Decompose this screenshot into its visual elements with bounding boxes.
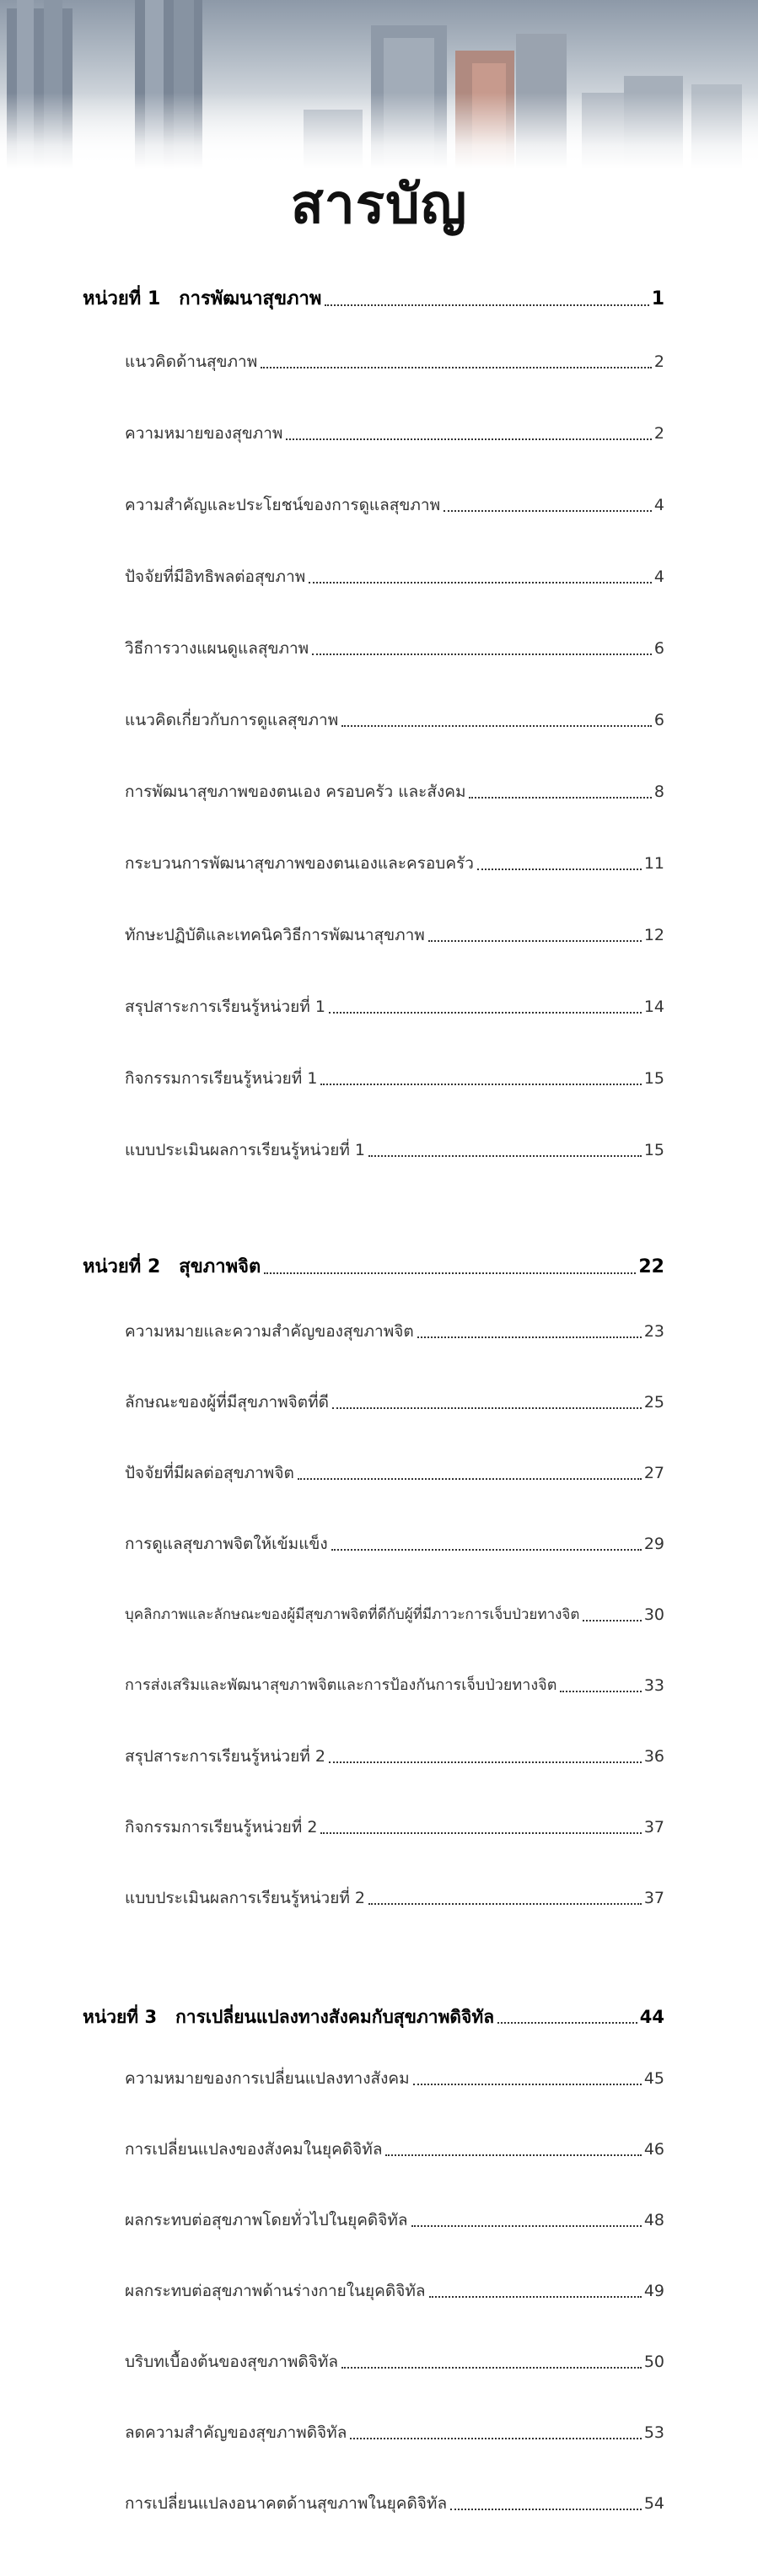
dot-leader — [368, 1155, 642, 1157]
dot-leader — [428, 940, 642, 942]
dot-leader — [450, 2509, 642, 2510]
toc-item[interactable] — [125, 1388, 664, 1417]
dot-leader — [497, 2022, 637, 2024]
page-number: 44 — [639, 2007, 664, 2027]
page-number: 23 — [643, 1322, 664, 1341]
page-number: 15 — [643, 1141, 664, 1159]
toc-item-label: วิธีการวางแผนดูแลสุขภาพ — [125, 639, 309, 658]
dot-leader — [413, 2084, 642, 2085]
toc-item-label: แนวคิดด้านสุขภาพ — [125, 352, 258, 371]
dot-leader — [583, 1620, 641, 1621]
unit-name: การเปลี่ยนแปลงทางสังคมกับสุขภาพดิจิทัล — [175, 2007, 495, 2027]
page-number: 46 — [643, 2140, 664, 2159]
page-number: 37 — [643, 1818, 664, 1837]
toc-item-label: ผลกระทบต่อสุขภาพด้านร่างกายในยุคดิจิทัล — [125, 2282, 426, 2300]
page-number: 27 — [643, 1464, 664, 1482]
dot-leader — [350, 2438, 641, 2439]
page-number: 2 — [653, 352, 664, 371]
dot-leader — [368, 1903, 642, 1905]
toc-item[interactable] — [125, 2489, 664, 2518]
dot-leader — [341, 725, 652, 727]
dot-leader — [411, 2225, 642, 2227]
page-number: 50 — [643, 2353, 664, 2371]
page-number: 2 — [653, 424, 664, 443]
toc-item-label: บุคลิกภาพและลักษณะของผู้มีสุขภาพจิตที่ดีกับผู้ที่มีภาวะการเจ็บป่วยทางจิต — [125, 1606, 580, 1623]
dot-leader — [331, 1549, 642, 1551]
toc-item-label: กิจกรรมการเรียนรู้หน่วยที่ 2 — [125, 1818, 318, 1837]
dot-leader — [264, 1272, 636, 1274]
dot-leader — [325, 304, 648, 306]
toc-item[interactable] — [125, 2347, 664, 2376]
toc-item-label: การพัฒนาสุขภาพของตนเอง ครอบครัว และสังคม — [125, 782, 466, 801]
page-number: 4 — [653, 567, 664, 586]
dot-leader — [320, 1084, 641, 1085]
toc-item-label: ลักษณะของผู้ที่มีสุขภาพจิตที่ดี — [125, 1393, 329, 1412]
toc-item[interactable] — [125, 1530, 664, 1558]
dot-leader — [329, 1761, 642, 1763]
page-number: 4 — [653, 496, 664, 514]
toc-item-label: ความหมายของการเปลี่ยนแปลงทางสังคม — [125, 2069, 410, 2088]
dot-leader — [560, 1691, 641, 1692]
page-number: 22 — [638, 1256, 664, 1277]
toc-item-label: บริบทเบื้องต้นของสุขภาพดิจิทัล — [125, 2353, 339, 2371]
toc-item-label: ความหมายของสุขภาพ — [125, 424, 283, 443]
toc-item[interactable] — [125, 1742, 664, 1771]
dot-leader — [469, 797, 651, 799]
toc-item-label: กระบวนการพัฒนาสุขภาพของตนเองและครอบครัว — [125, 854, 474, 873]
page-title: สารบัญ — [290, 174, 468, 236]
page-number: 11 — [643, 854, 664, 873]
toc-item[interactable] — [125, 2206, 664, 2235]
page-number: 49 — [643, 2282, 664, 2300]
page-number: 48 — [643, 2211, 664, 2229]
toc-item[interactable] — [125, 562, 664, 591]
page-number: 30 — [643, 1605, 664, 1624]
toc-item-label: แบบประเมินผลการเรียนรู้หน่วยที่ 2 — [125, 1889, 365, 1907]
unit-2-heading[interactable] — [83, 1253, 664, 1282]
dot-leader — [332, 1407, 642, 1409]
toc-item-label: การดูแลสุขภาพจิตให้เข้มแข็ง — [125, 1535, 328, 1553]
page-number: 33 — [643, 1676, 664, 1695]
page-number: 37 — [643, 1889, 664, 1907]
toc-item-label: แนวคิดเกี่ยวกับการดูแลสุขภาพ — [125, 711, 339, 729]
toc-item[interactable] — [125, 347, 664, 376]
toc-item[interactable] — [125, 1884, 664, 1912]
toc-item-label: ปัจจัยที่มีอิทธิพลต่อสุขภาพ — [125, 567, 306, 586]
toc-item[interactable] — [125, 1600, 664, 1629]
toc-item-label: กิจกรรมการเรียนรู้หน่วยที่ 1 — [125, 1069, 318, 1088]
unit-number: หน่วยที่ 3 — [83, 2007, 158, 2027]
toc-item-label: ปัจจัยที่มีผลต่อสุขภาพจิต — [125, 1464, 294, 1482]
dot-leader — [261, 367, 652, 368]
toc-item[interactable] — [125, 992, 664, 1021]
toc-item-label: การเปลี่ยนแปลงอนาคตด้านสุขภาพในยุคดิจิทัล — [125, 2494, 448, 2513]
toc-item[interactable] — [125, 849, 664, 878]
banner-fade — [0, 93, 758, 169]
toc-item[interactable] — [125, 1136, 664, 1164]
toc-item-label: สรุปสาระการเรียนรู้หน่วยที่ 1 — [125, 998, 325, 1016]
dot-leader — [286, 438, 652, 440]
page-number: 53 — [643, 2423, 664, 2442]
toc-item-label: ลดความสำคัญของสุขภาพดิจิทัล — [125, 2423, 347, 2442]
unit-3-heading[interactable] — [83, 2003, 664, 2031]
dot-leader — [320, 1832, 641, 1834]
dot-leader — [309, 582, 652, 583]
toc-item[interactable] — [125, 2064, 664, 2093]
toc-item[interactable] — [125, 2277, 664, 2305]
page-number: 14 — [643, 998, 664, 1016]
page-number: 6 — [653, 711, 664, 729]
toc-item-label: แบบประเมินผลการเรียนรู้หน่วยที่ 1 — [125, 1141, 365, 1159]
toc-item[interactable] — [125, 419, 664, 448]
page-number: 1 — [651, 288, 664, 309]
toc-item-label: ผลกระทบต่อสุขภาพโดยทั่วไปในยุคดิจิทัล — [125, 2211, 408, 2229]
page-number: 45 — [643, 2069, 664, 2088]
toc-item[interactable] — [125, 491, 664, 519]
header-banner — [0, 0, 758, 169]
page-number: 15 — [643, 1069, 664, 1088]
toc-item-label: สรุปสาระการเรียนรู้หน่วยที่ 2 — [125, 1747, 325, 1766]
toc-item[interactable] — [125, 706, 664, 734]
page-number: 36 — [643, 1747, 664, 1766]
dot-leader — [444, 510, 652, 512]
dot-leader — [385, 2154, 641, 2156]
page-number: 6 — [653, 639, 664, 658]
unit-1-heading[interactable] — [83, 285, 664, 314]
page-number: 25 — [643, 1393, 664, 1412]
dot-leader — [417, 1336, 642, 1338]
dot-leader — [477, 869, 642, 870]
toc-item-label: การเปลี่ยนแปลงของสังคมในยุคดิจิทัล — [125, 2140, 383, 2159]
page-number: 8 — [653, 782, 664, 801]
toc-item[interactable] — [125, 921, 664, 949]
dot-leader — [429, 2296, 642, 2298]
toc-item[interactable] — [125, 777, 664, 806]
unit-number: หน่วยที่ 2 — [83, 1256, 161, 1277]
toc-item[interactable] — [125, 1671, 664, 1700]
toc-item-label: ความสำคัญและประโยชน์ของการดูแลสุขภาพ — [125, 496, 441, 514]
unit-name: การพัฒนาสุขภาพ — [179, 288, 322, 309]
page-number: 54 — [643, 2494, 664, 2513]
dot-leader — [298, 1478, 642, 1480]
dot-leader — [329, 1012, 642, 1014]
toc-item[interactable] — [125, 1813, 664, 1842]
toc-item-label: ความหมายและความสำคัญของสุขภาพจิต — [125, 1322, 414, 1341]
toc-item-label: ทักษะปฏิบัติและเทคนิควิธีการพัฒนาสุขภาพ — [125, 926, 425, 944]
toc-item[interactable] — [125, 2135, 664, 2164]
toc-item[interactable] — [125, 1317, 664, 1346]
toc-item[interactable] — [125, 1064, 664, 1093]
toc-item-label: การส่งเสริมและพัฒนาสุขภาพจิตและการป้องกันการเจ็บป่วยทางจิต — [125, 1676, 557, 1694]
dot-leader — [312, 653, 652, 655]
page-number: 29 — [643, 1535, 664, 1553]
dot-leader — [341, 2367, 642, 2369]
unit-number: หน่วยที่ 1 — [83, 288, 161, 309]
toc-item[interactable] — [125, 2418, 664, 2447]
toc-item[interactable] — [125, 1459, 664, 1487]
toc-item[interactable] — [125, 634, 664, 663]
unit-name: สุขภาพจิต — [179, 1256, 261, 1277]
page-number: 12 — [643, 926, 664, 944]
